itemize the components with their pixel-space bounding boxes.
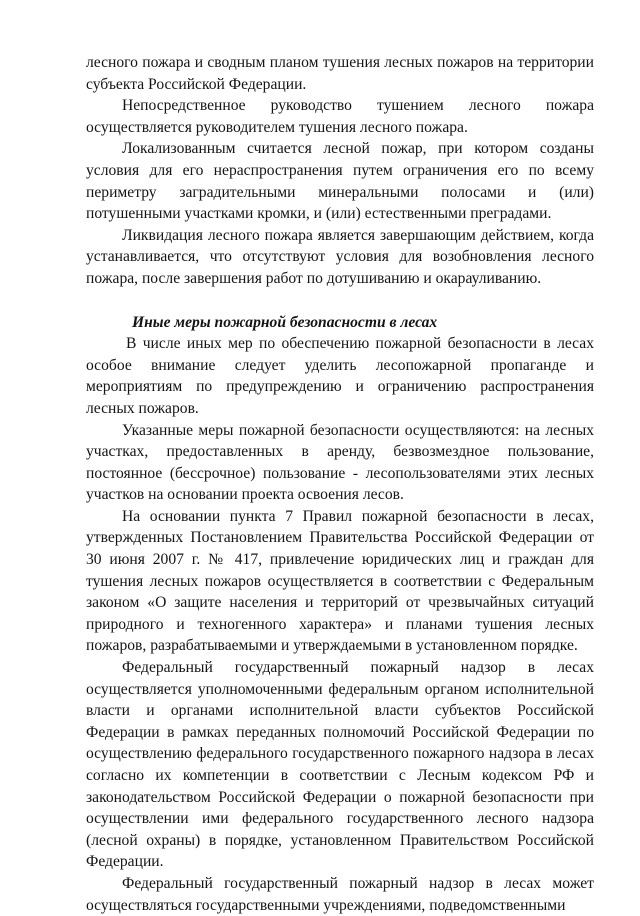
- paragraph-fire-liquidation: Ликвидация лесного пожара является завершающим действием, когда устанавливается, что отсутствуют условия для возобновления лесного пожара, после завершения работ по дотушиванию и окарауливанию.: [86, 226, 594, 287]
- section-heading: Иные меры пожарной безопасности в лесах: [132, 313, 438, 331]
- paragraph-federal-supervision: Федеральный государственный пожарный надзор в лесах осуществляется уполномоченными федеральным органом исполнительной власти и органами исполнительной власти субъектов Российской Федерации в рамках переданных полномочий Российской Федерации по осуществлению федерального государственного пожарного надзора в лесах согласно их компетенции в соответствии с Лесным кодексом РФ и законодательством Российской Федерации о пожарной безопасности при осуществлении ими федерального государственного лесного надзора (лесной охраны) в порядке, установленном Правительством Российской Федерации.: [86, 659, 594, 871]
- document-page: [86, 52, 594, 916]
- paragraph-supervision-institutions: Федеральный государственный пожарный надзор в лесах может осуществляться государственными учреждениями, подведомственными: [86, 874, 594, 914]
- paragraph-other-measures: В числе иных мер по обеспечению пожарной безопасности в лесах особое внимание следует уделить лесопожарной пропаганде и мероприятиям по предупреждению и ограничению распространения лесных пожаров.: [86, 335, 594, 417]
- paragraph-measures-implementation: Указанные меры пожарной безопасности осуществляются: на лесных участках, предоставленных в аренду, безвозмездное пользование, постоянное (бессрочное) пользование - лесопользователями этих лесных участков на основании проекта освоения лесов.: [86, 421, 594, 504]
- paragraph-rules-point-7: На основании пункта 7 Правил пожарной безопасности в лесах, утвержденных Постановлением Правительства Российской Федерации от 30 июня 2007 г. № 417, привлечение юридических лиц и граждан для тушения лесных пожаров осуществляется в соответствии с Федеральным законом «О защите населения и территорий от чрезвычайных ситуаций природного и техногенного характера» и планами тушения лесных пожаров, разрабатываемыми и утверждаемыми в установленном порядке.: [86, 507, 594, 655]
- paragraph-fire-management: Непосредственное руководство тушением лесного пожара осуществляется руководителем тушения лесного пожара.: [86, 97, 594, 136]
- paragraph-continuation: лесного пожара и сводным планом тушения лесных пожаров на территории субъекта Российской Федерации.: [86, 54, 594, 93]
- paragraph-localized-fire: Локализованным считается лесной пожар, при котором созданы условия для его нераспространения путем ограничения его по всему периметру заградительными минеральными полосами и (или) потушенными участками кромки, и (или) естественными преградами.: [86, 140, 594, 223]
